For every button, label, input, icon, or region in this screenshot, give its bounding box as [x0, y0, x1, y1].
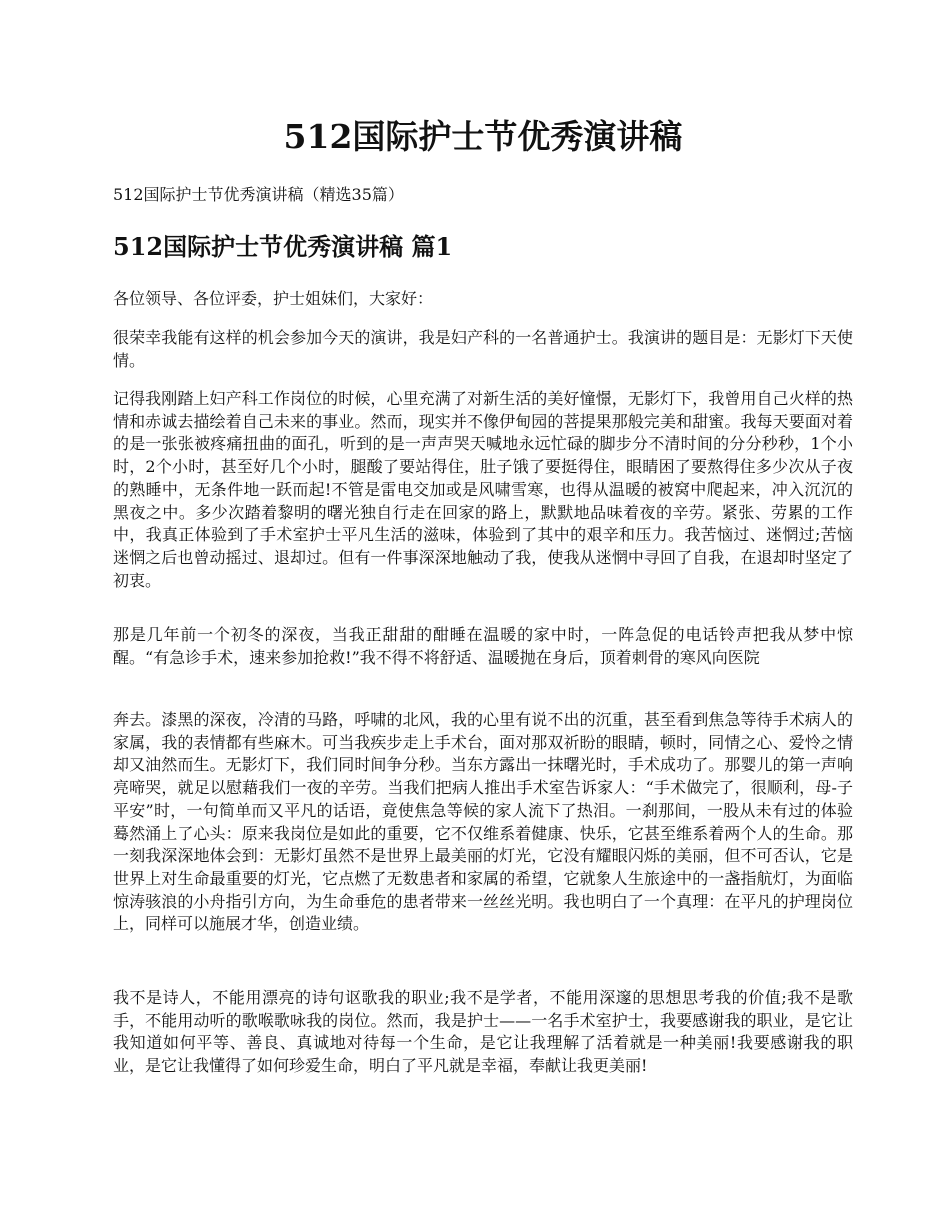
paragraph-surgery: 奔去。漆黑的深夜，冷清的马路，呼啸的北风，我的心里有说不出的沉重，甚至看到焦急等待手术病人的家属，我的表情都有些麻木。可当我疾步走上手术台，面对那双祈盼的眼睛，顿时，同情之心、爱怜之情却又油然而生。无影灯下，我们同时间争分秒。当东方露出一抹曙光时，手术成功了。那婴儿的第一声响亮啼哭，就足以慰藉我们一夜的辛劳。当我们把病人推出手术室告诉家人：“手术做完了，很顺利，母-子平安”时，一句简单而又平凡的话语，竟使焦急等候的家人流下了热泪。一刹那间，一股从未有过的体验蓦然涌上了心头：原来我岗位是如此的重要，它不仅维系着健康、快乐，它甚至维系着两个人的生命。那一刻我深深地体会到：无影灯虽然不是世界上最美丽的灯光，它没有耀眼闪烁的美丽，但不可否认，它是世界上对生命最重要的灯光，它点燃了无数患者和家属的希望，它就象人生旅途中的一盏指航灯，为面临惊涛骇浪的小舟指引方向，为生命垂危的患者带来一丝丝光明。我也明白了一个真理：在平凡的护理岗位上，同样可以施展才华，创造业绩。 [113, 710, 853, 934]
document-subtitle: 512国际护士节优秀演讲稿（精选35篇） [113, 185, 404, 204]
document-title: 512国际护士节优秀演讲稿 [283, 117, 683, 156]
paragraph-introduction: 很荣幸我能有这样的机会参加今天的演讲，我是妇产科的一名普通护士。我演讲的题目是：无影灯下天使情。 [113, 328, 853, 370]
paragraph-memories: 记得我刚踏上妇产科工作岗位的时候，心里充满了对新生活的美好憧憬，无影灯下，我曾用自己火样的热情和赤诚去描绘着自己未来的事业。然而，现实并不像伊甸园的菩提果那般完美和甜蜜。我每天要面对着的是一张张被疼痛扭曲的面孔，听到的是一声声哭天喊地永远忙碌的脚步分不清时间的分分秒秒，1个小时，2个小时，甚至好几个小时，腿酸了要站得住，肚子饿了要挺得住，眼睛困了要熬得住多少次从子夜的熟睡中，无条件地一跃而起!不管是雷电交加或是风啸雪寒，也得从温暖的被窝中爬起来，冲入沉沉的黑夜之中。多少次踏着黎明的曙光独自行走在回家的路上，默默地品味着夜的辛劳。紧张、劳累的工作中，我真正体验到了手术室护士平凡生活的滋味，体验到了其中的艰辛和压力。我苦恼过、迷惘过;苦恼迷惘之后也曾动摇过、退却过。但有一件事深深地触动了我，使我从迷惘中寻回了自我，在退却时坚定了初衷。 [113, 389, 853, 590]
paragraph-conclusion: 我不是诗人，不能用漂亮的诗句讴歌我的职业;我不是学者，不能用深邃的思想思考我的价值;我不是歌手，不能用动听的歌喉歌咏我的岗位。然而，我是护士——一名手术室护士，我要感谢我的职业，是它让我知道如何平等、善良、真诚地对待每一个生命，是它让我理解了活着就是一种美丽!我要感谢我的职业，是它让我懂得了如何珍爱生命，明白了平凡就是幸福，奉献让我更美丽! [113, 988, 853, 1076]
paragraph-night-call: 那是几年前一个初冬的深夜，当我正甜甜的酣睡在温暖的家中时，一阵急促的电话铃声把我从梦中惊醒。“有急诊手术，速来参加抢救!”我不得不将舒适、温暖抛在身后，顶着刺骨的寒风向医院 [113, 625, 853, 667]
paragraph-greeting: 各位领导、各位评委，护士姐妹们，大家好： [113, 289, 434, 308]
section-heading: 512国际护士节优秀演讲稿 篇1 [113, 232, 453, 261]
